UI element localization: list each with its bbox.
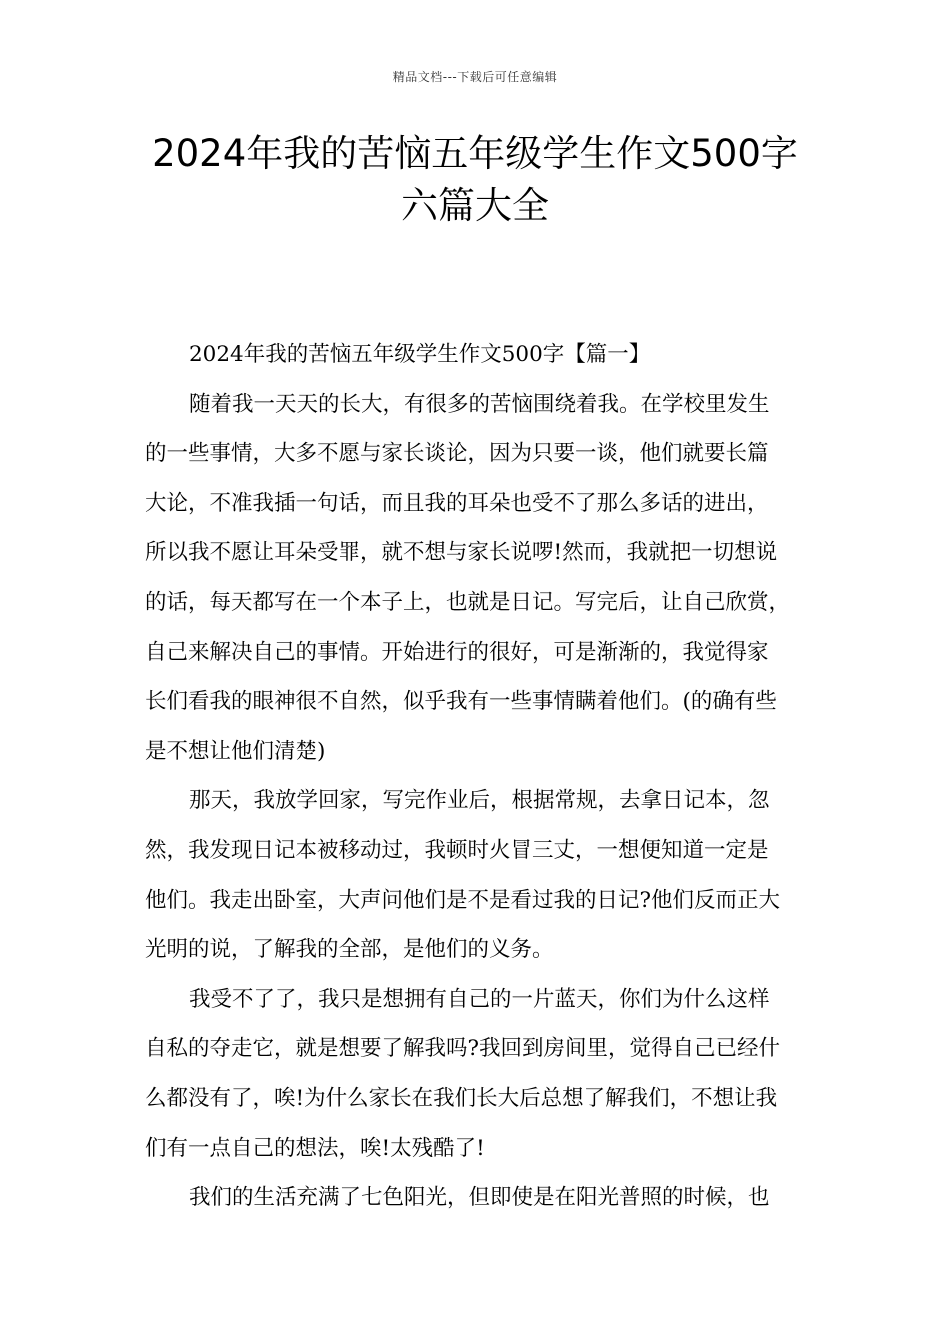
paragraph-1 (145, 380, 810, 777)
paragraph-line: 然，我发现日记本被移动过，我顿时火冒三丈，一想便知道一定是 (145, 837, 769, 863)
title-line-2: 六篇大全 (401, 184, 549, 227)
title-line-1: 2024年我的苦恼五年级学生作文500字 (152, 132, 798, 175)
paragraph-line: 我受不了了，我只是想拥有自己的一片蓝天，你们为什么这样 (189, 986, 770, 1012)
paragraph-line: 自己来解决自己的事情。开始进行的很好，可是渐渐的，我觉得家 (145, 639, 769, 665)
paragraph-2 (145, 776, 810, 974)
section-heading: 2024年我的苦恼五年级学生作文500字【篇一】 (189, 342, 651, 367)
paragraph-line: 那天，我放学回家，写完作业后，根据常规，去拿日记本，忽 (189, 788, 770, 814)
paragraph-line: 的话，每天都写在一个本子上，也就是日记。写完后，让自己欣赏， (145, 589, 791, 615)
paragraph-4 (145, 1173, 810, 1223)
paragraph-line: 们有一点自己的想法，唉!太残酷了! (145, 1135, 485, 1161)
paragraph-line: 我们的生活充满了七色阳光，但即使是在阳光普照的时候，也 (189, 1185, 770, 1211)
paragraph-line: 随着我一天天的长大，有很多的苦恼围绕着我。在学校里发生 (189, 391, 770, 417)
header-note: 精品文档---下载后可任意编辑 (392, 70, 558, 84)
document-body (145, 330, 810, 1223)
paragraph-line: 光明的说，了解我的全部，是他们的义务。 (145, 937, 554, 963)
paragraph-line: 他们。我走出卧室，大声问他们是不是看过我的日记?他们反而正大 (145, 887, 781, 913)
paragraph-line: 长们看我的眼神很不自然，似乎我有一些事情瞒着他们。(的确有些 (145, 689, 777, 715)
paragraph-line: 是不想让他们清楚) (145, 738, 326, 764)
paragraph-3 (145, 975, 810, 1173)
paragraph-line: 么都没有了，唉!为什么家长在我们长大后总想了解我们，不想让我 (145, 1085, 778, 1111)
paragraph-line: 的一些事情，大多不愿与家长谈论，因为只要一谈，他们就要长篇 (145, 441, 769, 467)
document-title (120, 128, 830, 232)
paragraph-line: 所以我不愿让耳朵受罪，就不想与家长说啰!然而，我就把一切想说 (145, 540, 778, 566)
paragraph-line: 自私的夺走它，就是想要了解我吗?我回到房间里，觉得自己已经什 (145, 1036, 781, 1062)
paragraph-line: 大论，不准我插一句话，而且我的耳朵也受不了那么多话的进出， (145, 490, 769, 516)
